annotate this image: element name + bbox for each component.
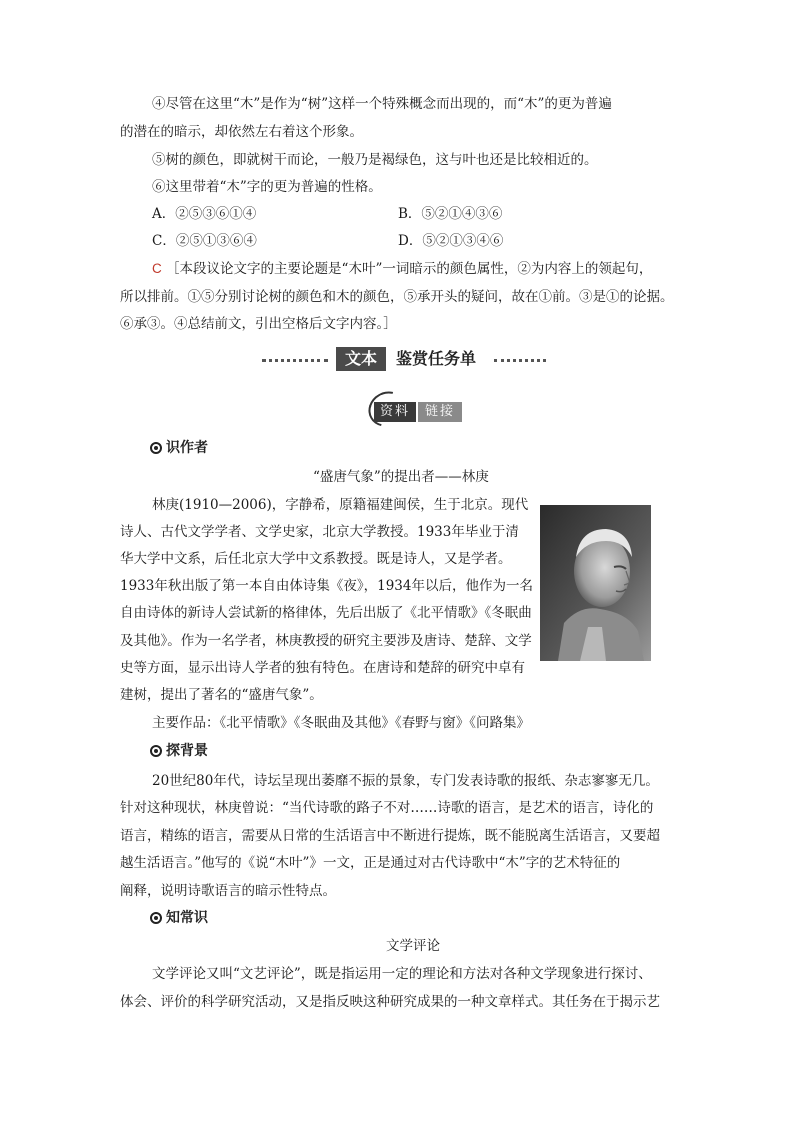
- answer-letter: C: [152, 261, 162, 276]
- background-line: 20世纪80年代，诗坛呈现出萎靡不振的景象，专门发表诗歌的报纸、杂志寥寥无几。: [152, 773, 659, 789]
- section-heading-text: 知常识: [166, 910, 208, 926]
- banner-dots-right: [494, 359, 546, 362]
- works-line: 主要作品：《北平情歌》《冬眠曲及其他》《春野与窗》《问路集》: [152, 715, 530, 731]
- banner-title: 鉴赏任务单: [396, 349, 477, 368]
- background-line: 针对这种现状，林庚曾说：“当代诗歌的路子不对……诗歌的语言，是艺术的语言，诗化的: [120, 800, 654, 816]
- background-line: 语言，精练的语言，需要从日常的生活语言中不断进行提炼，既不能脱离生活语言，又要超: [120, 828, 660, 844]
- option-c: C．②⑤①③⑥④: [152, 233, 257, 249]
- section-bullet-icon: [150, 912, 162, 924]
- bio-line: 史等方面，显示出诗人学者的独有特色。在唐诗和楚辞的研究中卓有: [120, 660, 525, 676]
- background-line: 阐释，说明诗歌语言的暗示性特点。: [120, 883, 336, 899]
- section-heading-background: [150, 741, 208, 761]
- section-heading-author: [150, 438, 208, 458]
- answer-line: ⑥承③。④总结前文，引出空格后文字内容。］: [120, 316, 397, 332]
- knowledge-line: 体会、评价的科学研究活动，又是指反映这种研究成果的一种文章样式。其任务在于揭示艺: [120, 994, 660, 1010]
- bio-line: 及其他》。作为一名学者，林庚教授的研究主要涉及唐诗、楚辞、文学: [120, 633, 532, 649]
- banner-label-box: 文本: [336, 347, 386, 371]
- bio-line: 诗人、古代文学学者、文学史家，北京大学教授。1933年毕业于清: [120, 524, 519, 540]
- answer-line: 所以排前。①⑤分别讨论树的颜色和木的颜色，⑤承开头的疑问，故在①前。③是①的论据。: [120, 289, 674, 305]
- knowledge-line: 文学评论又叫“文艺评论”，既是指运用一定的理论和方法对各种文学现象进行探讨、: [152, 966, 652, 982]
- bio-line: 华大学中文系，后任北京大学中文系教授。既是诗人，又是学者。: [120, 551, 512, 567]
- badge-part-1: 资料: [374, 402, 416, 422]
- paragraph-line: ④尽管在这里“木”是作为“树”这样一个特殊概念而出现的，而“木”的更为普遍: [152, 96, 612, 112]
- section-bullet-icon: [150, 442, 162, 454]
- section-heading-text: 探背景: [166, 743, 208, 759]
- option-d: D．⑤②①③④⑥: [398, 233, 504, 249]
- bio-line: 1933年秋出版了第一本自由体诗集《夜》，1934年以后，他作为一名: [120, 578, 533, 594]
- bio-line: 自由诗体的新诗人尝试新的格律体，先后出版了《北平情歌》《冬眠曲: [120, 605, 532, 621]
- answer-explanation: ［本段议论文字的主要论题是“木叶”一词暗示的颜色属性，②为内容上的领起句，: [166, 261, 653, 277]
- author-title: “盛唐气象”的提出者——林庚: [313, 469, 489, 485]
- section-bullet-icon: [150, 745, 162, 757]
- background-line: 越生活语言。”他写的《说“木叶”》一文，正是通过对古代诗歌中“木”字的艺术特征的: [120, 855, 621, 871]
- answer-line: [152, 259, 652, 279]
- paragraph-line: 的潜在的暗示，却依然左右着这个形象。: [120, 124, 363, 140]
- banner-dots-left: [262, 359, 328, 362]
- author-portrait-photo: [540, 505, 651, 661]
- bio-line: 林庚(1910—2006)，字静希，原籍福建闽侯，生于北京。现代: [152, 497, 529, 513]
- paragraph-line: ⑤树的颜色，即就树干而论，一般乃是褐绿色，这与叶也还是比较相近的。: [152, 152, 598, 168]
- knowledge-title: 文学评论: [386, 938, 440, 954]
- option-a: A．②⑤③⑥①④: [152, 206, 257, 222]
- paragraph-line: ⑥这里带着“木”字的更为普遍的性格。: [152, 179, 382, 195]
- option-b: B．⑤②①④③⑥: [398, 206, 503, 222]
- section-heading-text: 识作者: [166, 440, 208, 456]
- badge-part-2: 链接: [418, 402, 462, 422]
- section-heading-knowledge: [150, 908, 208, 928]
- bio-line: 建树，提出了著名的“盛唐气象”。: [120, 687, 323, 703]
